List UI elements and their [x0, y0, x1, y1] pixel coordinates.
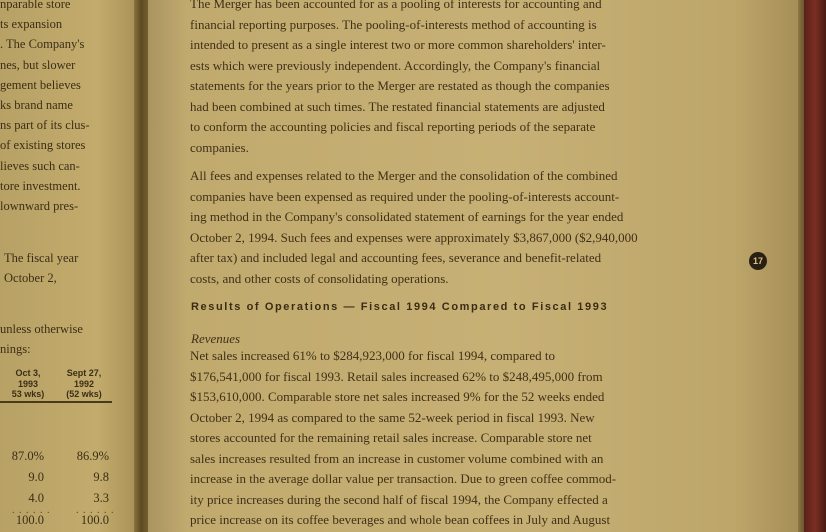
left-text-line: of existing stores [0, 138, 86, 153]
header-rule [0, 401, 112, 403]
text-line: financial reporting purposes. The pooling-of-interests method of accounting is [190, 16, 597, 32]
text-line: ests which were previously independent. Accordingly, the Company's financial [190, 57, 601, 73]
section-heading: Results of Operations — Fiscal 1994 Compared to Fiscal 1993 [191, 301, 609, 313]
left-text-line: ks brand name [0, 98, 73, 112]
left-text-line: October 2, [4, 271, 57, 285]
column-header-line: 53 wks) [11, 389, 45, 399]
left-text-line: lieves such can- [0, 158, 80, 173]
paragraph-merger-accounting [190, 0, 750, 158]
text-line: $176,541,000 for fiscal 1993. Retail sales increased 62% to $248,495,000 from [190, 368, 603, 384]
book-cover-edge [804, 0, 826, 532]
left-text-line: nparable store [0, 0, 71, 11]
text-line: companies have been expensed as required under the pooling-of-interests account- [190, 188, 620, 204]
text-line: sales increases resulted from an increase in customer volume combined with an [190, 450, 604, 466]
left-text-line: unless otherwise [0, 322, 83, 336]
left-text-line: nings: [0, 342, 31, 356]
text-line: intended to present as a single interest two or more common shareholders' inter- [190, 37, 606, 52]
text-line: companies. [190, 139, 249, 155]
table-cell: 100.0 [15, 513, 44, 527]
paragraph-revenues [190, 346, 750, 531]
text-line: The Merger has been accounted for as a pooling of interests for accounting and [190, 0, 602, 11]
text-line: October 2, 1994 as compared to the same 52-week period in fiscal 1993. New [190, 409, 595, 425]
page-number-badge: 17 [749, 252, 767, 270]
column-header-line: Oct 3, [15, 368, 41, 378]
paragraph-merger-fees [190, 166, 750, 289]
text-line: All fees and expenses related to the Merger and the consolidation of the combined [190, 168, 618, 183]
left-text-line: lownward pres- [0, 199, 79, 213]
table-cell: 4.0 [28, 491, 44, 505]
text-line: costs, and other costs of consolidating operations. [190, 270, 449, 286]
left-text-line: tore investment. [0, 178, 81, 193]
table-cell: 3.3 [93, 491, 109, 505]
left-text-line: nes, but slower [0, 57, 76, 72]
left-text-line: . The Company's [0, 37, 85, 52]
total-dots: . . . . . . [76, 505, 115, 516]
left-text-line: ts expansion [0, 17, 63, 32]
text-line: price increase on its coffee beverages and whole bean coffees in July and August [190, 512, 611, 527]
text-line: $153,610,000. Comparable store net sales increased 9% for the 52 weeks ended [190, 389, 605, 404]
column-header-line: Sept 27, [66, 368, 102, 378]
table-cell: 9.0 [28, 470, 44, 484]
left-text-line: ns part of its clus- [0, 118, 90, 133]
text-line: October 2, 1994. Such fees and expenses were approximately $3,867,000 ($2,940,000 [190, 229, 638, 245]
text-line: ing method in the Company's consolidated statement of earnings for the year ended [190, 209, 624, 224]
column-header-line: 1993 [17, 378, 39, 389]
column-header-line: (52 wks) [66, 389, 102, 399]
table-cell: 9.8 [93, 470, 109, 484]
text-line: statements for the years prior to the Merger are restated as though the companies [190, 78, 610, 93]
text-line: stores accounted for the remaining retail sales increase. Comparable store net [190, 430, 592, 445]
table-cell: 86.9% [76, 449, 109, 463]
left-text-line: gement believes [0, 77, 81, 92]
text-line: to conform the accounting policies and fiscal reporting periods of the separate [190, 119, 596, 134]
left-page [0, 0, 140, 532]
table-cell: 100.0 [80, 513, 109, 527]
column-header-line: 1992 [73, 378, 95, 389]
subheading-revenues: Revenues [191, 331, 241, 346]
left-text-line: The fiscal year [4, 251, 79, 265]
text-line: had been combined at such times. The restated financial statements are adjusted [190, 98, 605, 114]
right-page [148, 0, 798, 532]
text-line: after tax) and included legal and accounting fees, severance and benefit-related [190, 250, 602, 265]
total-dots: . . . . . . [12, 505, 51, 516]
text-line: increase in the average dollar value per transaction. Due to green coffee commod- [190, 471, 617, 486]
table-cell: 87.0% [11, 449, 44, 463]
text-line: ity price increases during the second half of fiscal 1994, the Company effected a [190, 491, 608, 507]
text-line: Net sales increased 61% to $284,923,000 for fiscal 1994, compared to [190, 348, 555, 363]
